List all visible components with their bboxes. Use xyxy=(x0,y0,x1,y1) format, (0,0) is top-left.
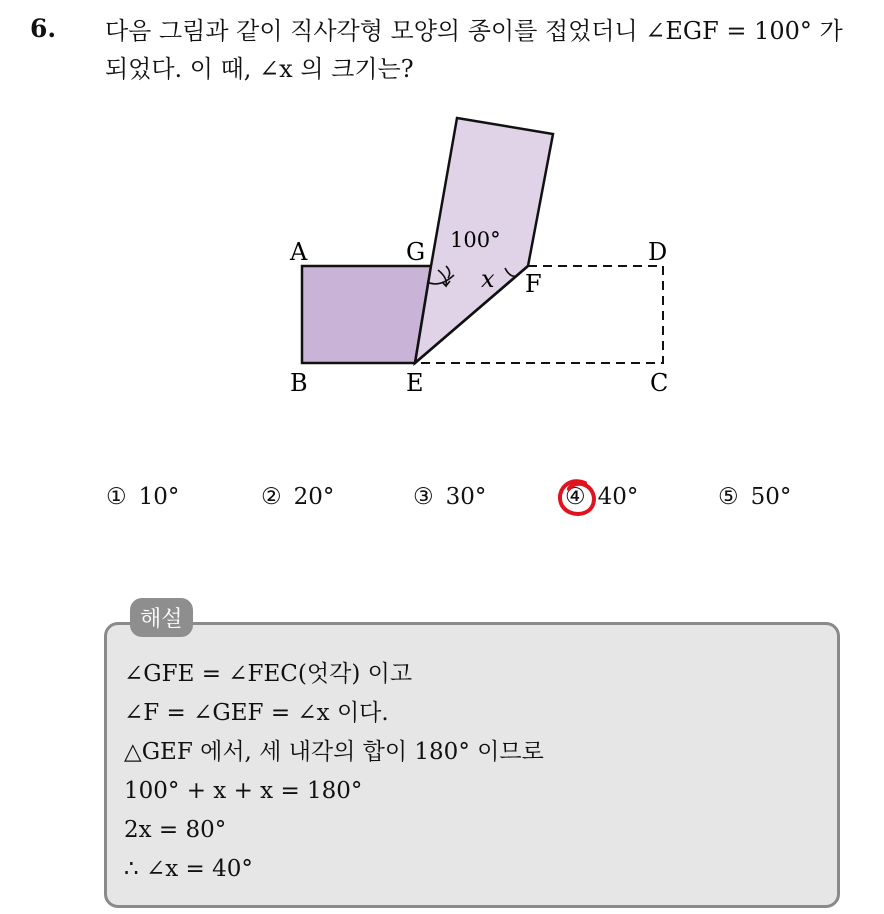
choice-3-value: 30° xyxy=(445,484,487,510)
rectangle-abeg xyxy=(302,266,431,363)
choice-3-mark: ③ xyxy=(413,484,434,510)
solution-tab: 해설 xyxy=(130,598,193,637)
solution-line-4: 100° + x + x = 180° xyxy=(124,778,363,804)
choice-2-mark: ② xyxy=(261,484,282,510)
choice-2[interactable] xyxy=(261,484,334,510)
choice-3[interactable] xyxy=(413,484,486,510)
choice-5-value: 50° xyxy=(750,484,792,510)
solution-line-1: ∠GFE = ∠FEC(엇각) 이고 xyxy=(124,661,413,687)
question-number: 6. xyxy=(30,14,57,43)
choice-4-value: 40° xyxy=(597,484,639,510)
label-c: C xyxy=(650,369,669,397)
solution-line-5: 2x = 80° xyxy=(124,817,227,843)
label-e: E xyxy=(406,369,424,397)
angle-label-100: 100° xyxy=(450,228,501,252)
choice-1-mark: ① xyxy=(106,484,127,510)
angle-label-x: x xyxy=(481,265,495,293)
solution-line-6: ∴ ∠x = 40° xyxy=(124,856,253,882)
choice-4-mark: ④ xyxy=(565,484,586,510)
choice-5-mark: ⑤ xyxy=(718,484,739,510)
question-line-1: 다음 그림과 같이 직사각형 모양의 종이를 접었더니 ∠EGF = 100° 가 xyxy=(105,17,843,45)
solution-line-2: ∠F = ∠GEF = ∠x 이다. xyxy=(124,700,389,726)
question-text xyxy=(105,12,875,88)
solution-line-3: △GEF 에서, 세 내각의 합이 180° 이므로 xyxy=(124,739,544,765)
choice-1[interactable] xyxy=(106,484,179,510)
choice-2-value: 20° xyxy=(293,484,335,510)
solution-lines xyxy=(124,655,544,889)
label-b: B xyxy=(290,369,308,397)
folded-rectangle-figure xyxy=(270,110,690,400)
choice-1-value: 10° xyxy=(138,484,180,510)
label-g: G xyxy=(406,238,426,266)
label-d: D xyxy=(648,238,668,266)
selected-answer-circle xyxy=(555,475,601,521)
question-line-2: 되었다. 이 때, ∠x 의 크기는? xyxy=(105,55,414,83)
label-a: A xyxy=(290,238,308,266)
choice-5[interactable] xyxy=(718,484,791,510)
label-f: F xyxy=(525,270,542,298)
